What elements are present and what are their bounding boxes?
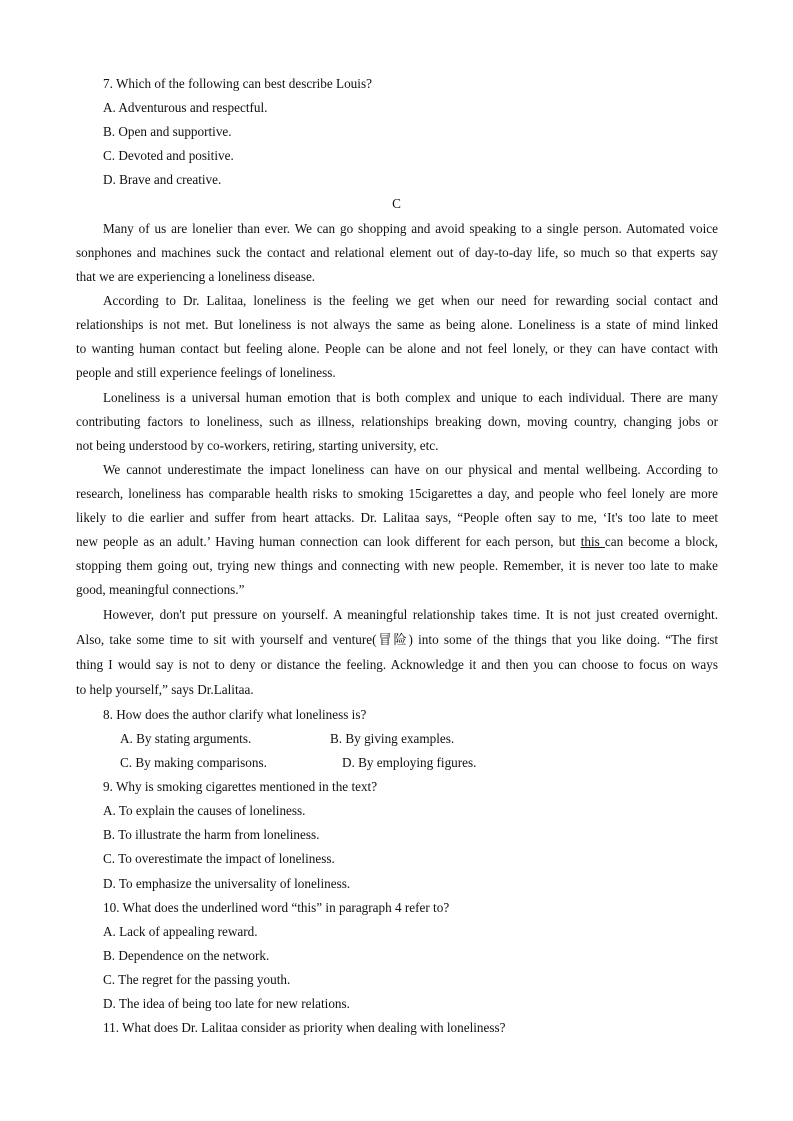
q7-option-d: D. Brave and creative. [103, 172, 222, 187]
q10-option-a: A. Lack of appealing reward. [103, 924, 258, 939]
paragraph-4-line: stopping them going out, trying new things and connecting with new people. Remember, it is never too late to make [76, 558, 718, 573]
paragraph-2-line: to wanting human contact but feeling alone. People can be alone and not feel lonely, or they can have contact with [76, 341, 718, 356]
question-7: 7. Which of the following can best describe Louis? [103, 76, 372, 91]
paragraph-1-line: that we are experiencing a loneliness disease. [76, 269, 316, 284]
paragraph-4-text: can become a block, [604, 534, 718, 549]
paragraph-2-line: people and still experience feelings of loneliness. [76, 365, 336, 380]
paragraph-5-line: Also, take some time to sit with yourself and venture(冒险) into some of the things that you like doing. “The first [76, 632, 718, 647]
q9-option-d: D. To emphasize the universality of loneliness. [103, 876, 351, 891]
question-11: 11. What does Dr. Lalitaa consider as priority when dealing with loneliness? [103, 1020, 506, 1035]
paragraph-4-line: likely to die earlier and suffer from heart attacks. Dr. Lalitaa says, “People often say to me, ‘It's too late to meet [76, 510, 718, 525]
q8-option-c: C. By making comparisons. [120, 755, 267, 770]
question-8: 8. How does the author clarify what loneliness is? [103, 707, 367, 722]
paragraph-1-line: sonphones and machines suck the contact and relational element out of day-to-day life, so much so that experts say [76, 245, 718, 260]
paragraph-5-line: However, don't put pressure on yourself. A meaningful relationship takes time. It is not just created overnight. [103, 607, 718, 622]
q9-option-a: A. To explain the causes of loneliness. [103, 803, 306, 818]
underlined-word-this: this [580, 534, 605, 549]
q10-option-b: B. Dependence on the network. [103, 948, 270, 963]
paragraph-3-line: contributing factors to loneliness, such as illness, relationships breaking down, moving country, changing jobs or [76, 414, 718, 429]
paragraph-5-line: to help yourself,” says Dr.Lalitaa. [76, 682, 254, 697]
section-label: C [392, 196, 401, 211]
paragraph-1-line: Many of us are lonelier than ever. We can go shopping and avoid speaking to a single person. Automated voice [103, 221, 718, 236]
q8-option-d: D. By employing figures. [342, 755, 477, 770]
q7-option-a: A. Adventurous and respectful. [103, 100, 268, 115]
q7-option-b: B. Open and supportive. [103, 124, 232, 139]
question-10: 10. What does the underlined word “this” in paragraph 4 refer to? [103, 900, 450, 915]
q7-option-c: C. Devoted and positive. [103, 148, 234, 163]
paragraph-4-line: good, meaningful connections.” [76, 582, 245, 597]
question-9: 9. Why is smoking cigarettes mentioned in the text? [103, 779, 378, 794]
q8-option-b: B. By giving examples. [330, 731, 455, 746]
paragraph-5-line: thing I would say is not to deny or distance the feeling. Acknowledge it and then you can choose to focus on ways [76, 657, 718, 672]
paragraph-4-line [76, 530, 718, 554]
q10-option-c: C. The regret for the passing youth. [103, 972, 291, 987]
q9-option-b: B. To illustrate the harm from loneliness. [103, 827, 320, 842]
paragraph-2-line: relationships is not met. But loneliness is not always the same as being alone. Loneliness is a state of mind linked [76, 317, 718, 332]
q8-option-a: A. By stating arguments. [120, 731, 252, 746]
q9-option-c: C. To overestimate the impact of loneliness. [103, 851, 335, 866]
paragraph-4-line: We cannot underestimate the impact loneliness can have on our physical and mental wellbeing. According to [103, 462, 718, 477]
paragraph-4-line: research, loneliness has comparable health risks to smoking 15cigarettes a day, and people who feel lonely are more [76, 486, 718, 501]
paragraph-4-text: new people as an adult.’ Having human connection can look different for each person, but [76, 534, 581, 549]
paragraph-3-line: Loneliness is a universal human emotion that is both complex and unique to each individual. There are many [103, 390, 718, 405]
paragraph-2-line: According to Dr. Lalitaa, loneliness is the feeling we get when our need for rewarding social contact and [103, 293, 718, 308]
paragraph-3-line: not being understood by co-workers, retiring, starting university, etc. [76, 438, 439, 453]
q10-option-d: D. The idea of being too late for new relations. [103, 996, 350, 1011]
